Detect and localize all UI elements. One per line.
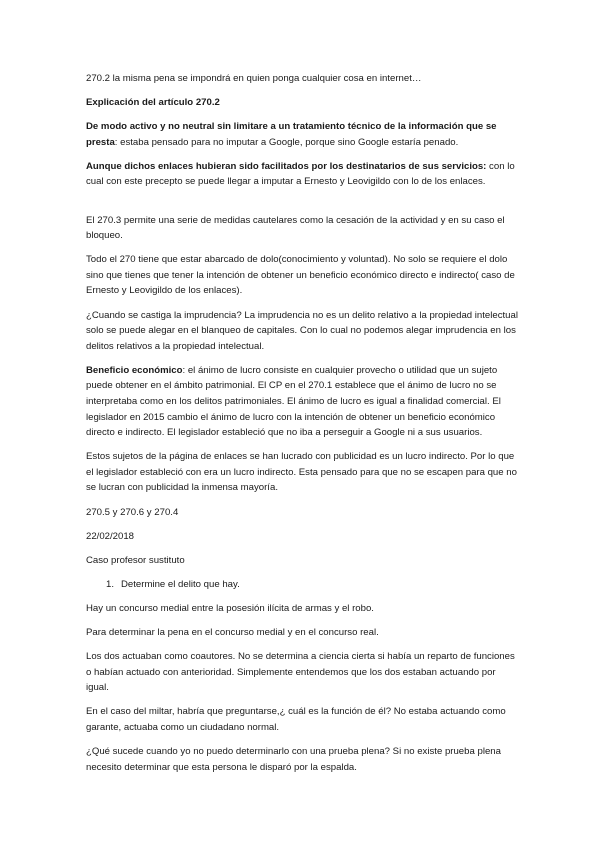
paragraph-beneficio [86,363,519,441]
paragraph-concurso: Hay un concurso medial entre la posesión ilícita de armas y el robo. [86,602,374,614]
paragraph-enlaces [86,159,519,190]
blank-line [86,199,519,213]
paragraph-date: 22/02/2018 [86,530,135,542]
paragraph-270-2: 270.2 la misma pena se impondrá en quien ponga cualquier cosa en internet… [86,73,422,84]
paragraph-270-3: El 270.3 permite una serie de medidas cautelares como la cesación de la actividad y en su caso el bloqueo. [86,214,505,242]
paragraph-modo-activo [86,119,519,150]
paragraph-lucro-indirecto: Estos sujetos de la página de enlaces se han lucrado con publicidad es un lucro indirecto. Por lo que el legislador estableció con era un lucro indirecto. Esta pensado para que no se escapen para que no se lucran con publicidad la inmensa mayoría. [86,451,517,494]
paragraph-case-title: Caso profesor sustituto [86,554,185,566]
paragraph-text: : estaba pensado para no imputar a Google, porque sino Google estaría penado. [114,136,459,148]
paragraph-militar: En el caso del miltar, habría que preguntarse,¿ cuál es la función de él? No estaba actuando como garante, actuaba como un ciudadano normal. [86,706,506,733]
paragraph-text: : el ánimo de lucro consiste en cualquier provecho o utilidad que un sujeto puede obtener en el ámbito patrimonial. El CP en el 270.1 establece que el ánimo de lucro no se interpretaba como en los delitos patrimoniales. El ánimo de lucro es igual a finalidad comercial. El legislador en 2015 cambio el ánimo de lucro con la intención de obtener un beneficio económico directo e indirecto. El legislador estableció que no iba a perseguir a Google ni a sus usuarios. [86,364,501,439]
bold-phrase: De modo activo y no neutral sin limitare a un tratamiento técnico de la información que se presta [86,121,497,148]
paragraph-coautores: Los dos actuaban como coautores. No se determina a ciencia cierta si había un reparto de funciones o habían actuado con anterioridad. Simplemente entendemos que los dos estaban actuando por igual. [86,651,515,694]
paragraph-prueba-plena: ¿Qué sucede cuando yo no puedo determinarlo con una prueba plena? Si no existe prueba plena necesito determinar que esta persona le disparó por la espalda. [86,746,501,773]
paragraph-articles: 270.5 y 270.6 y 270.4 [86,506,179,518]
list-item [86,577,519,593]
paragraph-text: con lo cual con este precepto se puede llegar a imputar a Ernesto y Leovigildo con lo de los enlaces. [86,160,515,188]
bold-phrase: Aunque dichos enlaces hubieran sido facilitados por los destinatarios de sus servicios: [86,160,487,172]
list-number: 1. [106,578,115,590]
heading-explicacion: Explicación del artículo 270.2 [86,97,220,109]
paragraph-imprudencia: ¿Cuando se castiga la imprudencia? La imprudencia no es un delito relativo a la propiedad intelectual solo se puede alegar en el blanqueo de capitales. Con lo cual no podemos alegar imprudencia en los delitos relativos a la propiedad intelectual. [86,309,518,352]
bold-phrase: Beneficio económico [86,364,183,376]
list-text: Determine el delito que hay. [121,578,240,590]
paragraph-pena: Para determinar la pena en el concurso medial y en el concurso real. [86,627,379,639]
paragraph-dolo: Todo el 270 tiene que estar abarcado de dolo(conocimiento y voluntad). No solo se requiere el dolo sino que tienes que tener la intención de obtener un beneficio económico directo e indirecto( caso de Ernesto y Leovigildo de los enlaces). [86,254,515,297]
